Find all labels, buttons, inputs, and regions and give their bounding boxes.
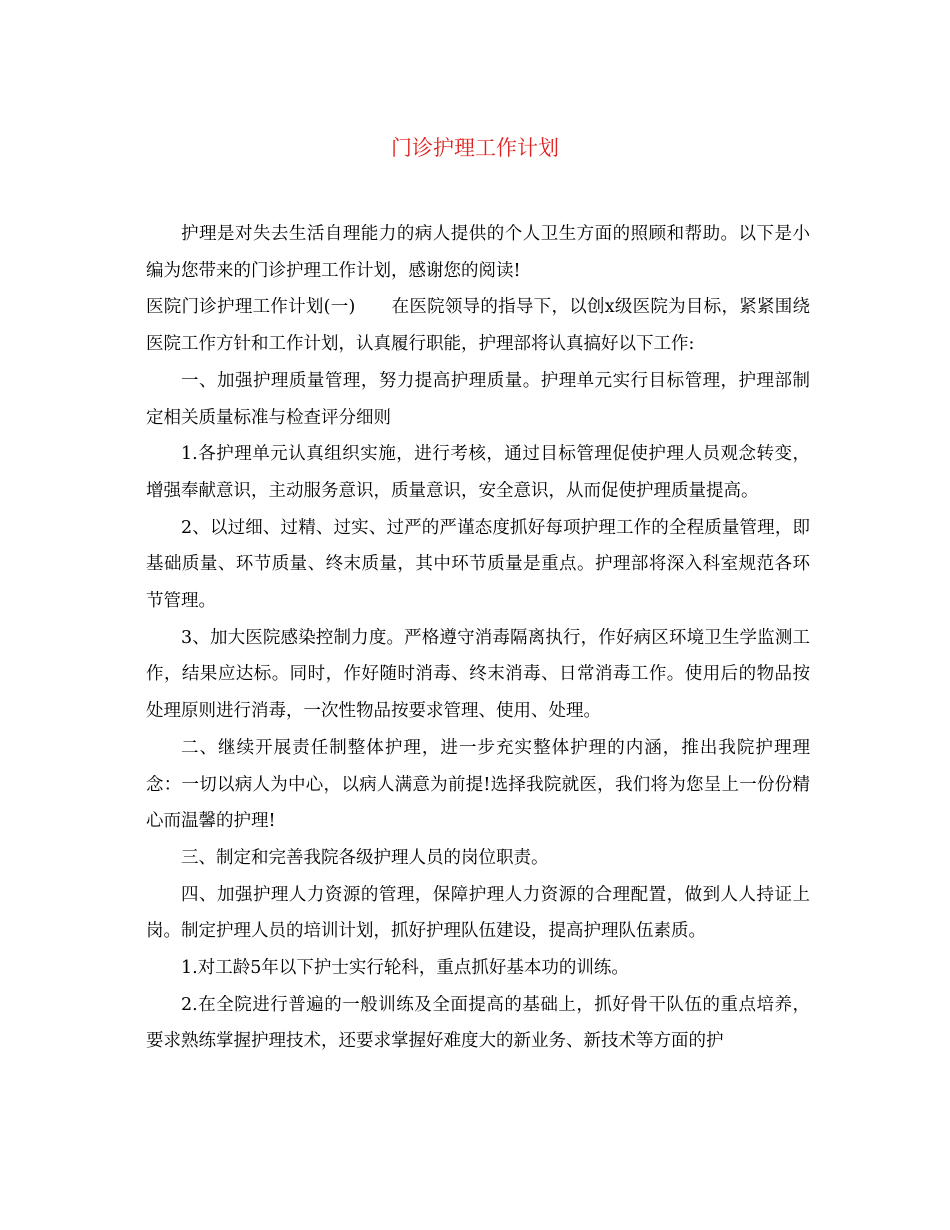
document-title: 门诊护理工作计划 — [391, 136, 559, 160]
section-1-item-1: 1.各护理单元认真组织实施，进行考核，通过目标管理促使护理人员观念转变，增强奉献意识，主动服务意识，质量意识，安全意识，从而促使护理质量提高。 — [146, 444, 810, 501]
section-2-paragraph: 二、继续开展责任制整体护理，进一步充实整体护理的内涵，推出我院护理理念：一切以病人为中心，以病人满意为前提!选择我院就医，我们将为您呈上一份份精心而温馨的护理! — [146, 737, 810, 832]
section-4-paragraph: 四、加强护理人力资源的管理，保障护理人力资源的合理配置，做到人人持证上岗。制定护理人员的培训计划，抓好护理队伍建设，提高护理队伍素质。 — [146, 884, 810, 942]
section-1-item-3: 3、加大医院感染控制力度。严格遵守消毒隔离执行，作好病区环境卫生学监测工作，结果应达标。同时，作好随时消毒、终末消毒、日常消毒工作。使用后的物品按处理原则进行消毒，一次性物品按要求管理、使用、处理。 — [146, 627, 810, 722]
intro-paragraph: 护理是对失去生活自理能力的病人提供的个人卫生方面的照顾和帮助。以下是小编为您带来的门诊护理工作计划，感谢您的阅读! — [146, 224, 810, 281]
section-3-paragraph: 三、制定和完善我院各级护理人员的岗位职责。 — [181, 847, 549, 868]
plan-intro-text: 在医院领导的指导下，以创x级医院为目标，紧紧围绕医院工作方针和工作计划，认真履行职能，护理部将认真搞好以下工作: — [146, 297, 810, 355]
section-1-paragraph: 一、加强护理质量管理，努力提高护理质量。护理单元实行目标管理，护理部制定相关质量标准与检查评分细则 — [146, 370, 810, 428]
section-4-item-2: 2.在全院进行普遍的一般训练及全面提高的基础上，抓好骨干队伍的重点培养，要求熟练掌握护理技术，还要求掌握好难度大的新业务、新技术等方面的护 — [146, 994, 810, 1052]
section-4-item-1: 1.对工龄5年以下护士实行轮科，重点抓好基本功的训练。 — [181, 958, 629, 979]
document-body — [146, 216, 810, 1060]
plan-heading-paragraph — [146, 289, 810, 362]
section-1-item-2: 2、以过细、过精、过实、过严的严谨态度抓好每项护理工作的全程质量管理，即基础质量、环节质量、终末质量，其中环节质量是重点。护理部将深入科室规范各环节管理。 — [146, 517, 810, 612]
plan-subtitle: 医院门诊护理工作计划(一) — [146, 297, 356, 318]
